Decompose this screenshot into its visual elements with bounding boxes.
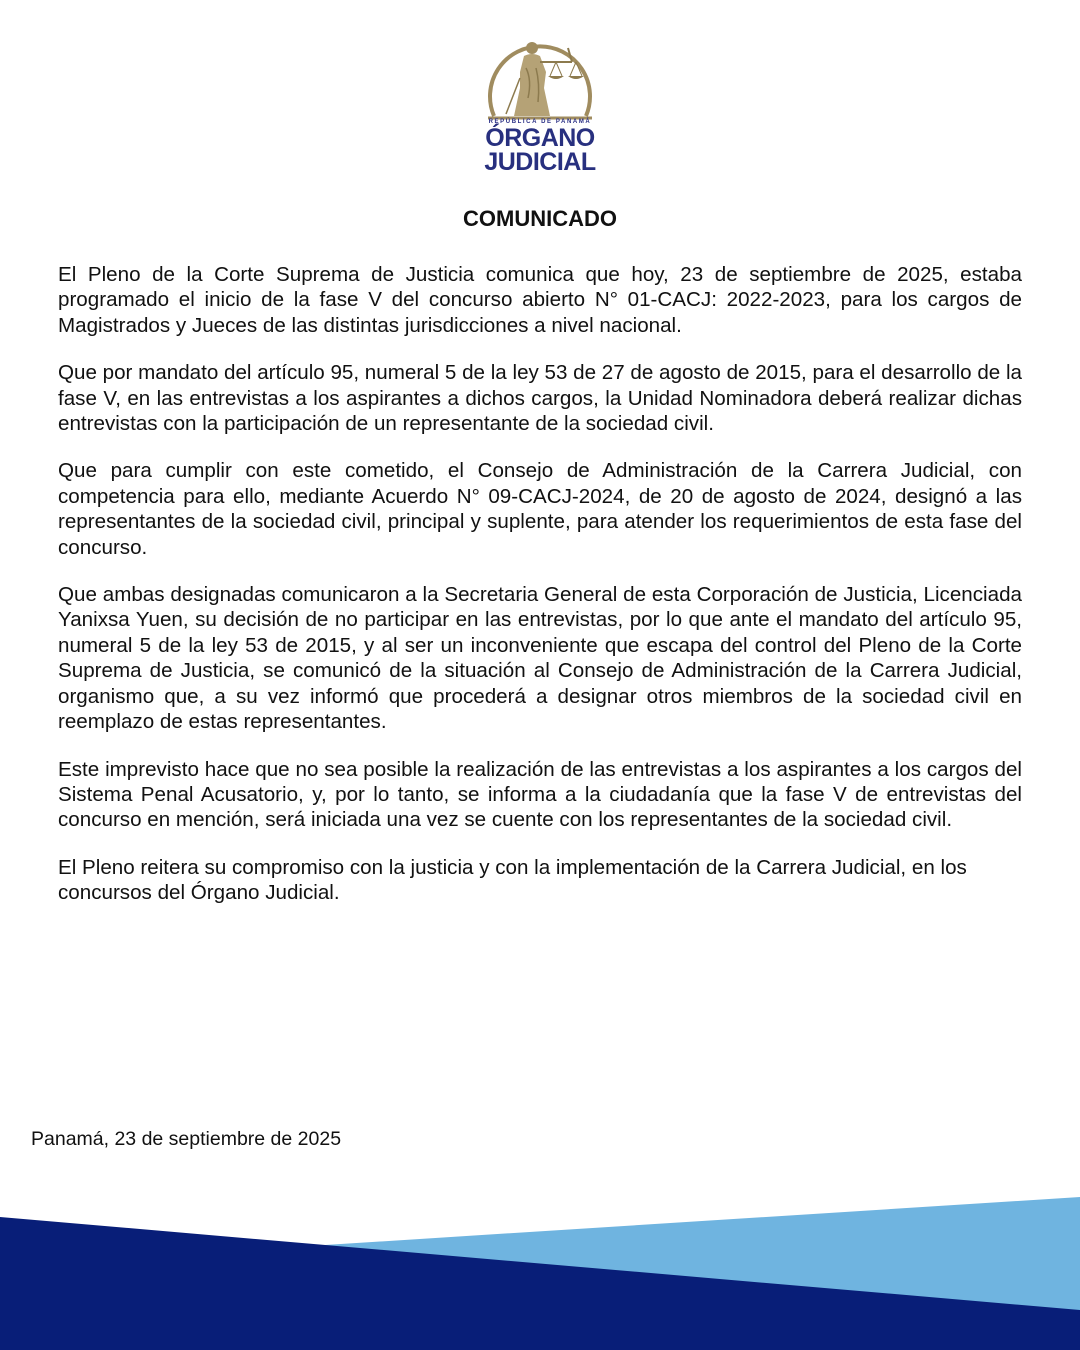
footer-decoration xyxy=(0,1180,1080,1350)
logo-title-line2: JUDICIAL xyxy=(484,148,596,176)
document-body xyxy=(58,262,1022,928)
logo-title-line1: ÓRGANO xyxy=(485,124,595,152)
paragraph: Este imprevisto hace que no sea posible la realización de las entrevistas a los aspirantes a los cargos del Sistema Penal Acusatorio, y, por lo tanto, se informa a la ciudadanía que la fase V de entrevistas del concurso en mención, será iniciada una vez se cuente con los representantes de la sociedad civil. xyxy=(58,757,1022,832)
paragraph: Que para cumplir con este cometido, el Consejo de Administración de la Carrera Judicial, con competencia para ello, mediante Acuerdo N° 09-CACJ-2024, de 20 de agosto de 2024, designó a las representantes de la sociedad civil, principal y suplente, para atender los requerimientos de esta fase del concurso. xyxy=(58,459,1022,559)
paragraph: Que ambas designadas comunicaron a la Secretaria General de esta Corporación de Justicia, Licenciada Yanixsa Yuen, su decisión de no participar en las entrevistas, por lo que ante el mandato del artículo 95, numeral 5 de la ley 53 de 2015, y al ser un inconveniente que escapa del control del Pleno de la Corte Suprema de Justicia, se comunicó de la situación al Consejo de Administración de la Carrera Judicial, organismo que, a su vez informó que procederá a designar otros miembros de la sociedad civil en reemplazo de estas representantes. xyxy=(58,583,1022,734)
paragraph: Que por mandato del artículo 95, numeral 5 de la ley 53 de 27 de agosto de 2015, para el desarrollo de la fase V, en las entrevistas a los aspirantes a dichos cargos, la Unidad Nominadora deberá realizar dichas entrevistas con la participación de un representante de la sociedad civil. xyxy=(58,361,1022,436)
dateline: Panamá, 23 de septiembre de 2025 xyxy=(31,1128,342,1150)
paragraph: El Pleno reitera su compromiso con la justicia y con la implementación de la Carrera Judicial, en los concursos del Órgano Judicial. xyxy=(58,855,967,905)
paragraph: El Pleno de la Corte Suprema de Justicia comunica que hoy, 23 de septiembre de 2025, estaba programado el inicio de la fase V del concurso abierto N° 01-CACJ: 2022-2023, para los cargos de Magistrados y Jueces de las distintas jurisdicciones a nivel nacional. xyxy=(58,263,1022,337)
justice-statue-emblem-icon xyxy=(480,28,600,128)
organo-judicial-logo xyxy=(480,28,600,180)
document-title: COMUNICADO xyxy=(463,206,617,231)
logo-country-text: REPÚBLICA DE PANAMÁ xyxy=(488,119,592,125)
